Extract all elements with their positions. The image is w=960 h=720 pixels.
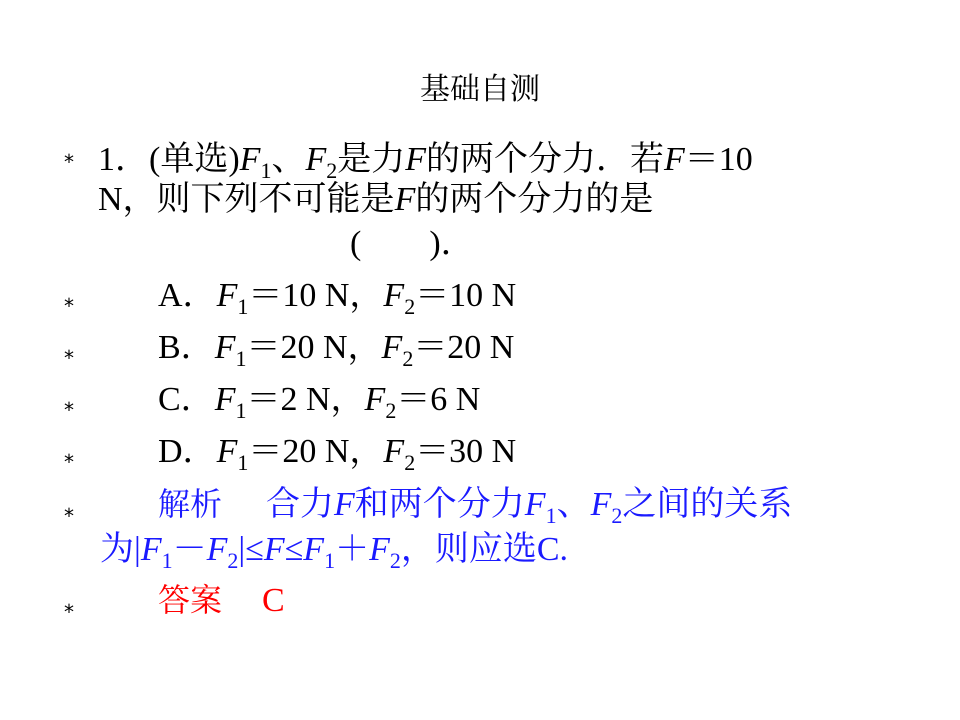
- bullet-icon: *: [64, 504, 74, 528]
- option-c: C．$F_1=2$ N，$F_2=6$ N: [158, 381, 481, 423]
- bullet-icon: *: [64, 294, 74, 318]
- bullet-icon: *: [64, 600, 74, 624]
- question-line-1: 1．(单选)$F_1$、$F_2$是力F的两个分力．若F＝10: [98, 141, 753, 183]
- bullet-icon: *: [64, 450, 74, 474]
- question-type: (单选): [149, 141, 240, 178]
- analysis-label: 解析: [158, 485, 223, 523]
- answer-line: [158, 580, 285, 621]
- answer-blank: ( )．: [350, 225, 475, 262]
- question-line-2: N，则下列不可能是F的两个分力的是: [98, 181, 654, 218]
- answer-value: C: [262, 582, 285, 619]
- bullet-icon: *: [64, 150, 74, 174]
- answer-label: 答案: [158, 581, 223, 619]
- option-b: B．$F_1=20$ N，$F_2=20$ N: [158, 329, 515, 371]
- option-d: D．$F_1=20$ N，$F_2=30$ N: [158, 433, 517, 475]
- slide-title: 基础自测: [420, 72, 540, 107]
- bullet-icon: *: [64, 346, 74, 370]
- option-a: A．$F_1=10$ N，$F_2=10$ N: [158, 277, 517, 319]
- bullet-icon: *: [64, 398, 74, 422]
- analysis-line-1: 解析 合力F和两个分力$F_1$、$F_2$之间的关系: [158, 485, 793, 528]
- question-number: 1．: [98, 141, 149, 178]
- analysis-line-2: 为$|F_1-F_2|\le F\le F_1+F_2$，则应选C.: [100, 531, 569, 573]
